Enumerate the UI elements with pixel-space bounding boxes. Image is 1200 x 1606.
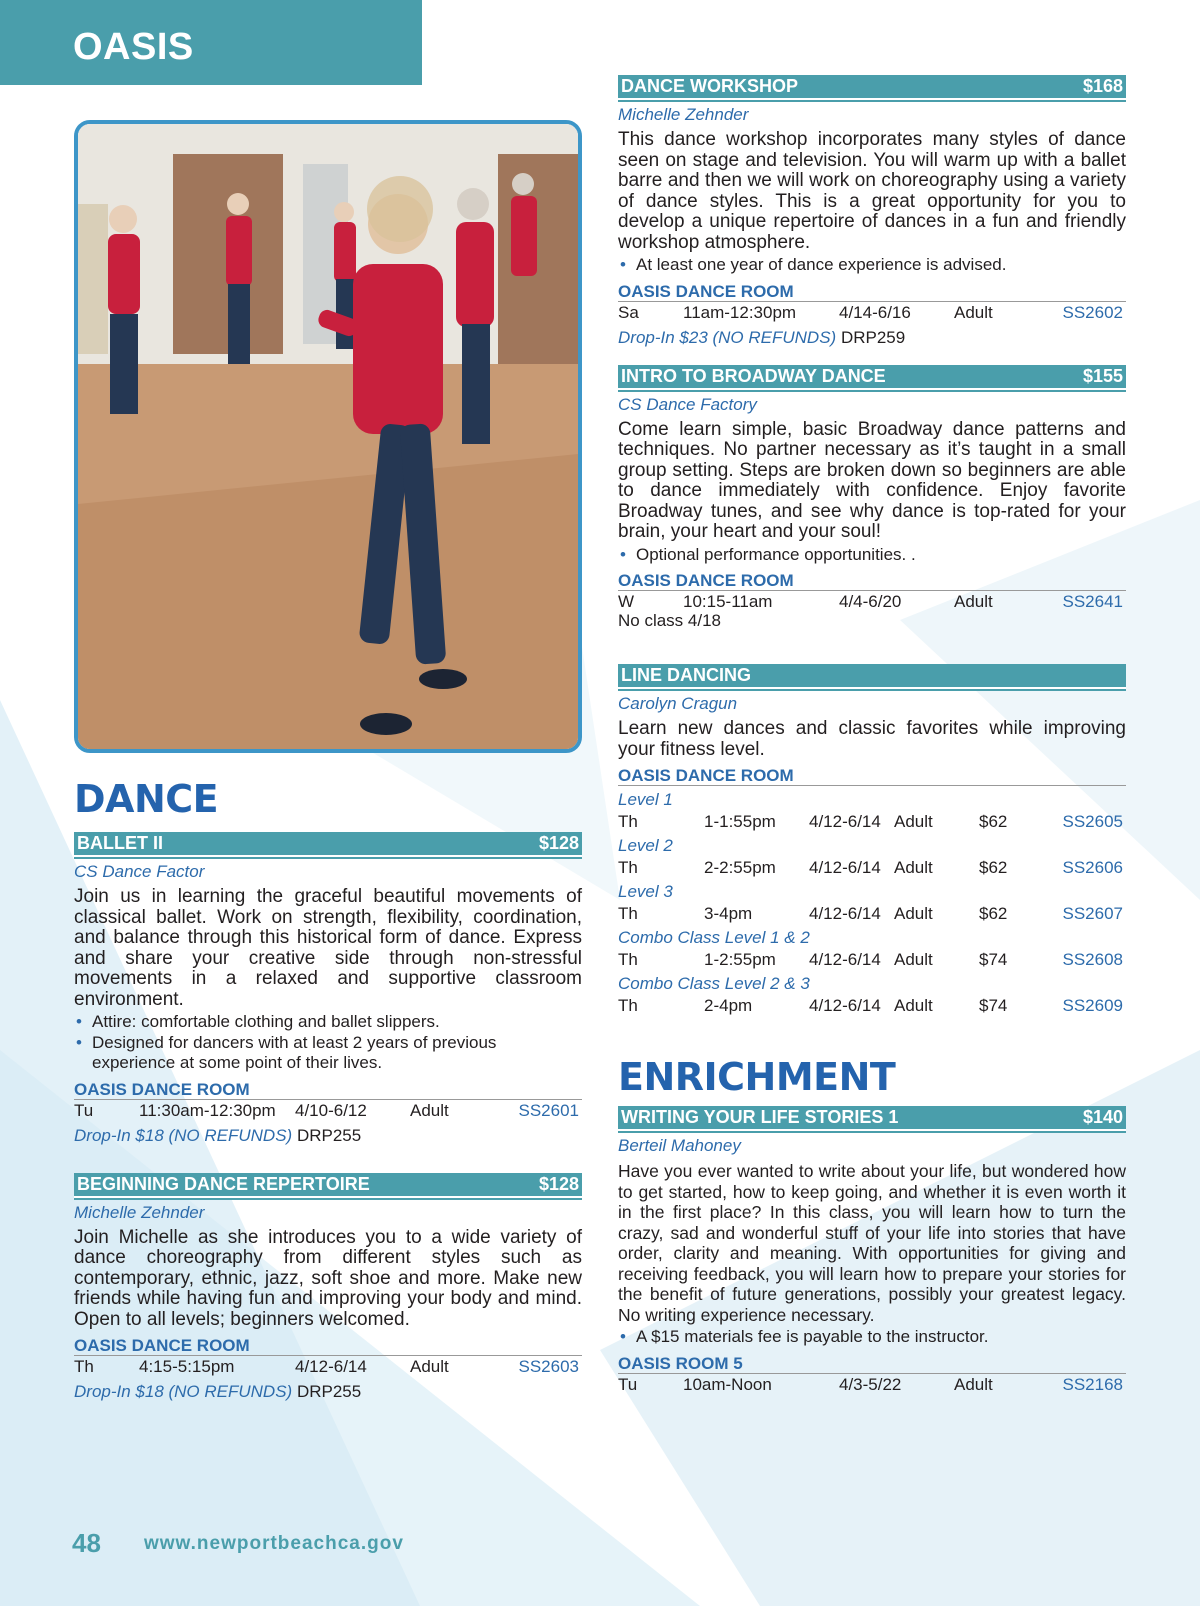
course-price: $140 — [1082, 1107, 1123, 1127]
course-title: DANCE WORKSHOP — [621, 76, 799, 96]
sched-age: Adult — [954, 302, 993, 322]
course-code: SS2606 — [1062, 858, 1123, 877]
course-header — [618, 1106, 1126, 1131]
schedule-row — [618, 811, 1126, 832]
dropin-code: DRP255 — [296, 1382, 362, 1401]
room-label: OASIS DANCE ROOM — [618, 571, 1126, 591]
sched-day: Th — [618, 950, 638, 969]
sched-age: Adult — [410, 1100, 449, 1120]
instructor-name: Berteil Mahoney — [618, 1136, 741, 1155]
sched-dates: 4/12-6/14 — [295, 1357, 367, 1376]
section-heading-enrichment: ENRICHMENT — [618, 1055, 896, 1099]
sched-fee: $74 — [979, 996, 1008, 1015]
website-link[interactable]: www.newportbeachca.gov — [144, 1533, 404, 1554]
course-code: SS2609 — [1062, 996, 1123, 1015]
sched-age: Adult — [410, 1357, 449, 1376]
sched-day: Tu — [618, 1374, 638, 1394]
course-header — [74, 832, 582, 857]
instructor-name: Michelle Zehnder — [74, 1202, 205, 1222]
dropin-row — [74, 1125, 582, 1147]
sched-time: 4:15-5:15pm — [139, 1357, 235, 1376]
sched-age: Adult — [894, 950, 933, 969]
level-label: Level 1 — [618, 790, 673, 809]
sched-fee: $62 — [979, 812, 1008, 831]
sched-day: Sa — [618, 302, 639, 322]
schedule-row — [618, 591, 1126, 612]
sched-dates: 4/12-6/14 — [809, 812, 881, 831]
course-header — [618, 365, 1126, 390]
schedule-row — [618, 995, 1126, 1016]
dropin-row — [74, 1381, 582, 1403]
sched-time: 10am-Noon — [683, 1374, 772, 1394]
course-intro-to-broadway-dance — [618, 365, 1126, 631]
sched-time: 1-2:55pm — [704, 950, 776, 969]
sched-time: 11:30am-12:30pm — [139, 1100, 276, 1120]
sched-fee: $74 — [979, 950, 1008, 969]
level-label: Level 3 — [618, 882, 673, 901]
dropin-label: Drop-In $18 (NO REFUNDS) — [74, 1125, 293, 1145]
bullet-item: • Attire: comfortable clothing and ballet slippers. — [76, 1012, 440, 1031]
dropin-code: DRP255 — [296, 1125, 362, 1145]
course-code: SS2601 — [518, 1100, 579, 1120]
level-label: Combo Class Level 1 & 2 — [618, 928, 810, 947]
course-code: SS2607 — [1062, 904, 1123, 923]
dropin-label: Drop-In $18 (NO REFUNDS) — [74, 1382, 293, 1401]
room-label: OASIS DANCE ROOM — [618, 766, 1126, 786]
course-dance-workshop — [618, 75, 1126, 349]
course-title: BEGINNING DANCE REPERTOIRE — [77, 1173, 370, 1194]
course-title: WRITING YOUR LIFE STORIES 1 — [621, 1107, 899, 1127]
schedule-row — [618, 857, 1126, 878]
instructor-name: CS Dance Factor — [74, 862, 205, 881]
course-price: $155 — [1082, 365, 1123, 386]
course-description: Join us in learning the graceful beautiful movements of classical ballet. Work on strength, flexibility, coordination, and balance through this historical form of dance. Express and share your creative side through non-stressful movements in a relaxed and supportive classroom environment. — [74, 886, 582, 1010]
sched-dates: 4/4-6/20 — [839, 592, 902, 611]
course-ballet-ii — [74, 832, 582, 1147]
room-label: OASIS ROOM 5 — [618, 1354, 1126, 1374]
left-column — [74, 777, 582, 1403]
sched-age: Adult — [894, 904, 933, 923]
course-price: $128 — [538, 833, 579, 853]
page-title: OASIS — [73, 26, 194, 68]
bullet-list — [618, 1327, 1126, 1348]
sched-time: 10:15-11am — [683, 592, 773, 611]
level-label: Level 2 — [618, 836, 673, 855]
course-header — [618, 664, 1126, 689]
bullet-item: • Optional performance opportunities. . — [620, 544, 916, 564]
sched-fee: $62 — [979, 904, 1008, 923]
sched-age: Adult — [894, 858, 933, 877]
right-column — [618, 75, 1126, 1395]
section-heading-dance: DANCE — [74, 777, 219, 821]
sched-dates: 4/12-6/14 — [809, 950, 881, 969]
course-header — [618, 75, 1126, 100]
sched-time: 1-1:55pm — [704, 812, 776, 831]
course-writing-your-life-stories — [618, 1106, 1126, 1395]
schedule-row — [618, 949, 1126, 970]
sched-dates: 4/12-6/14 — [809, 904, 881, 923]
course-title: LINE DANCING — [621, 665, 751, 685]
course-code: SS2603 — [518, 1357, 579, 1376]
sched-age: Adult — [954, 1374, 993, 1394]
sched-day: Th — [74, 1357, 94, 1376]
sched-day: Th — [618, 996, 638, 1015]
dropin-label: Drop-In $23 (NO REFUNDS) — [618, 327, 837, 347]
sched-age: Adult — [954, 592, 993, 611]
bullet-list — [618, 545, 1126, 566]
course-description: Come learn simple, basic Broadway dance patterns and techniques. No partner necessary as it’s taught in a small group setting. Steps are broken down so beginners are able to dance immediately with confidence. Enjoy favorite Broadway tunes, and see why dance is top-rated for your brain, your heart and your soul! — [618, 418, 1126, 542]
course-code: SS2602 — [1062, 302, 1123, 322]
dropin-row — [618, 327, 1126, 349]
course-code: SS2168 — [1062, 1374, 1123, 1394]
bullet-item: • A $15 materials fee is payable to the instructor. — [620, 1327, 989, 1346]
sched-fee: $62 — [979, 858, 1008, 877]
bullet-list — [74, 1012, 582, 1074]
bullet-item: • Designed for dancers with at least 2 years of previous experience at some point of their lives. — [76, 1032, 497, 1072]
room-label: OASIS DANCE ROOM — [618, 282, 1126, 302]
course-description: Join Michelle as she introduces you to a wide variety of dance choreography from different styles such as contemporary, ethnic, jazz, soft shoe and more. Make new friends while having fun and improving your body and mind. Open to all levels; beginners welcomed. — [74, 1226, 582, 1330]
level-label: Combo Class Level 2 & 3 — [618, 974, 810, 993]
dance-class-photo — [74, 120, 582, 753]
schedule-row — [74, 1100, 582, 1121]
sched-dates: 4/14-6/16 — [839, 302, 911, 322]
sched-day: Th — [618, 812, 638, 831]
course-price: $168 — [1082, 76, 1123, 96]
sched-time: 2-4pm — [704, 996, 753, 1015]
sched-dates: 4/12-6/14 — [809, 996, 881, 1015]
instructor-name: CS Dance Factory — [618, 394, 757, 414]
header-bar — [0, 0, 422, 85]
course-beginning-dance-repertoire — [74, 1173, 582, 1404]
sched-day: Th — [618, 904, 638, 923]
course-title: INTRO TO BROADWAY DANCE — [621, 365, 886, 386]
sched-time: 11am-12:30pm — [683, 302, 797, 322]
sched-age: Adult — [894, 812, 933, 831]
instructor-name: Carolyn Cragun — [618, 694, 738, 713]
course-line-dancing — [618, 664, 1126, 1016]
sched-dates: 4/3-5/22 — [839, 1374, 902, 1394]
sched-dates: 4/12-6/14 — [809, 858, 881, 877]
sched-day: W — [618, 592, 635, 611]
course-code: SS2608 — [1062, 950, 1123, 969]
course-header — [74, 1173, 582, 1198]
room-label: OASIS DANCE ROOM — [74, 1080, 582, 1100]
schedule-row — [618, 903, 1126, 924]
schedule-row — [618, 1374, 1126, 1395]
page-number: 48 — [72, 1528, 101, 1558]
sched-time: 2-2:55pm — [704, 858, 776, 877]
course-description: This dance workshop incorporates many styles of dance seen on stage and television. You will warm up with a ballet barre and then we will work on choreography using a variety of dance styles. This is a great opportunity for you to develop a unique repertoire of dances in a fun and friendly workshop atmosphere. — [618, 129, 1126, 253]
schedule-note: No class 4/18 — [618, 611, 721, 630]
sched-day: Tu — [74, 1100, 94, 1120]
sched-age: Adult — [894, 996, 933, 1015]
sched-dates: 4/10-6/12 — [295, 1100, 367, 1120]
bullet-item: • At least one year of dance experience is advised. — [620, 255, 1007, 274]
course-price: $128 — [538, 1173, 579, 1194]
instructor-name: Michelle Zehnder — [618, 105, 749, 124]
dropin-code: DRP259 — [840, 327, 906, 347]
course-title: BALLET II — [77, 833, 163, 853]
sched-day: Th — [618, 858, 638, 877]
course-description: Have you ever wanted to write about your life, but wondered how to get started, how to keep going, and whether it is even worth it in the first place? In this class, you will learn how to turn the crazy, sad and wonderful stuff of your life into stories that have order, clarity and meaning. With opportunities for giving and receiving feedback, you will learn how to prepare your stories for the benefit of future generations, possibly your greatest legacy. No writing experience necessary. — [618, 1161, 1126, 1325]
sched-time: 3-4pm — [704, 904, 753, 923]
course-code: SS2605 — [1062, 812, 1123, 831]
schedule-row — [618, 302, 1126, 323]
room-label: OASIS DANCE ROOM — [74, 1336, 582, 1356]
bullet-list — [618, 255, 1126, 276]
schedule-row — [74, 1356, 582, 1377]
course-description: Learn new dances and classic favorites while improving your fitness level. — [618, 718, 1126, 760]
course-code: SS2641 — [1062, 592, 1123, 611]
